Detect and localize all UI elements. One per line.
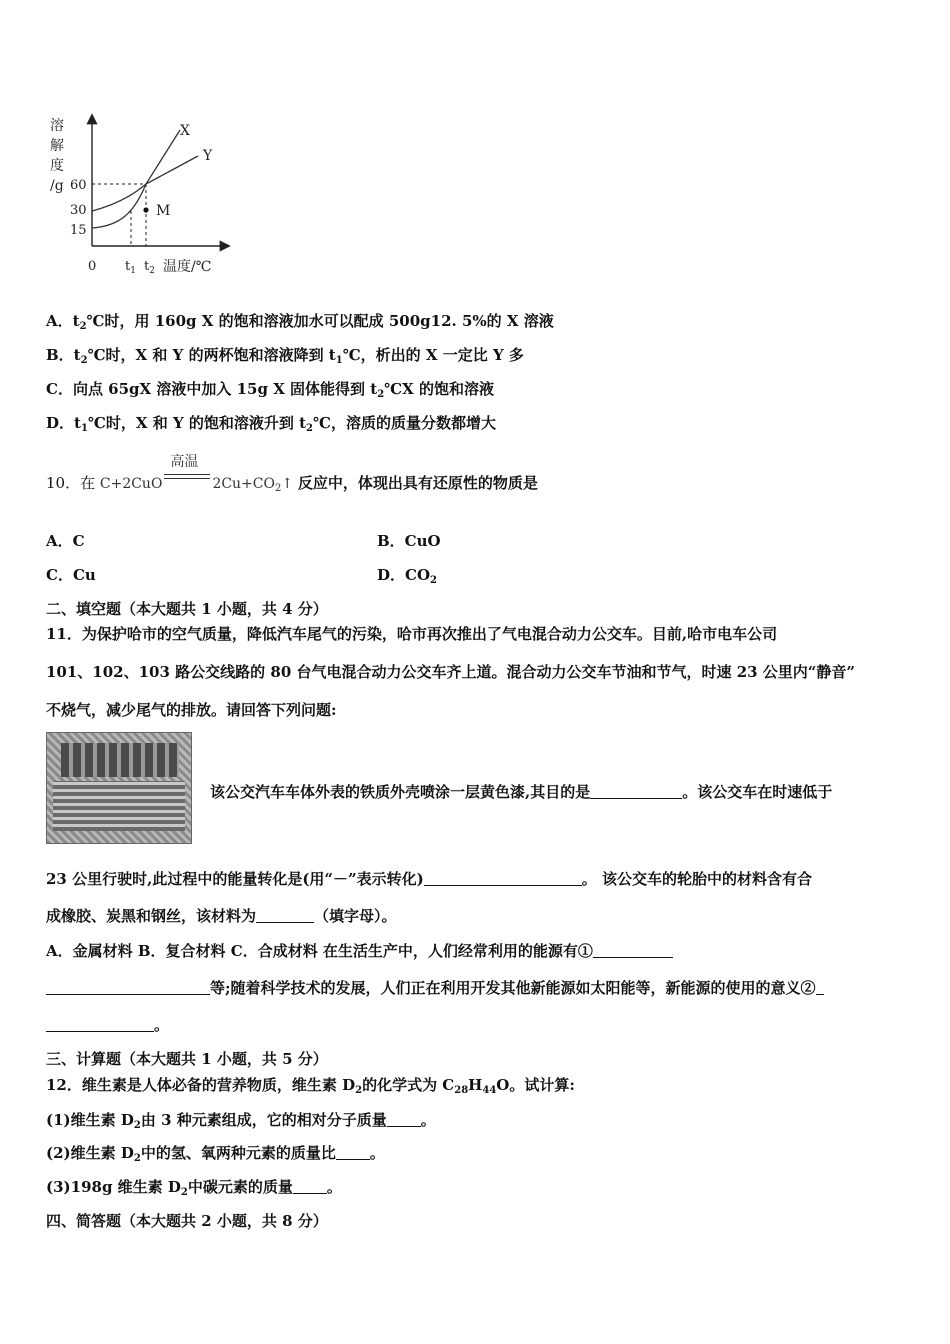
q9-option-b: B．$t_2℃$时，X 和 Y 的两杯饱和溶液降到 $t_1℃$，析出的 X 一定比 Y 多 bbox=[46, 346, 524, 366]
q12-line-1: 12．维生素是人体必备的营养物质，维生素 $D_2$的化学式为 $C_{28}H_{44}O$。试计算: bbox=[46, 1076, 575, 1096]
q11-line-5: 23 公里行驶时,此过程中的能量转化是(用“－”表示转化) 。 该公交车的轮胎中的材料含有合 bbox=[46, 870, 813, 888]
bus-photo bbox=[46, 732, 192, 844]
curve-y-label: Y bbox=[203, 148, 213, 164]
x-axis-label: 温度/℃ bbox=[163, 259, 212, 275]
ylabel-char-1: 溶 bbox=[50, 118, 64, 134]
q11-line-7: A．金属材料 B．复合材料 C．合成材料 在生活生产中，人们经常利用的能源有① bbox=[46, 942, 673, 960]
origin-label: 0 bbox=[88, 259, 97, 274]
reaction-condition: 高温 bbox=[170, 454, 199, 470]
q11-line-6: 成橡胶、炭黑和钢丝，该材料为 （填字母）。 bbox=[46, 907, 397, 925]
point-m-label: M bbox=[156, 203, 171, 219]
q10-option-d: D．$CO_2$ bbox=[377, 566, 437, 586]
q10-stem: 10．在 C+2CuO 高温 $2Cu+CO_2↑$ 反应中，体现出具有还原性的物质是 bbox=[46, 474, 538, 498]
curve-x-label: X bbox=[180, 123, 190, 139]
point-m bbox=[143, 207, 148, 212]
q11-line-8: 等;随着科学技术的发展，人们正在利用开发其他新能源如太阳能等，新能源的使用的意义② bbox=[46, 979, 824, 997]
q12-part-1: (1)维生素 $D_2$由 3 种元素组成，它的相对分子质量 。 bbox=[46, 1111, 436, 1131]
q11-line-2: 101、102、103 路公交线路的 80 台气电混合动力公交车齐上道。混合动力公交车节油和节气，时速 23 公里内“静音” bbox=[46, 663, 856, 681]
y-tick-30: 30 bbox=[70, 203, 87, 218]
q10-option-b: B．CuO bbox=[377, 532, 441, 550]
section-2-heading: 二、填空题（本大题共 1 小题，共 4 分） bbox=[46, 600, 328, 618]
q11-line-9: 。 bbox=[46, 1016, 169, 1034]
section-3-heading: 三、计算题（本大题共 1 小题，共 5 分） bbox=[46, 1050, 328, 1068]
y-tick-15: 15 bbox=[70, 223, 87, 238]
q10-option-a: A．C bbox=[46, 532, 85, 550]
y-tick-60: 60 bbox=[70, 178, 87, 193]
solubility-graph bbox=[40, 108, 240, 283]
q12-part-3: (3)198g 维生素 $D_2$中碳元素的质量 。 bbox=[46, 1178, 342, 1198]
q12-part-2: (2)维生素 $D_2$中的氢、氧两种元素的质量比 。 bbox=[46, 1144, 385, 1164]
q9-option-a: A．$t_2℃$时，用 160g X 的饱和溶液加水可以配成 500g12. 5%的 X 溶液 bbox=[46, 312, 554, 332]
x-tick-t1: $t_1$ bbox=[125, 259, 136, 276]
q11-line-3: 不烧气，减少尾气的排放。请回答下列问题: bbox=[46, 701, 337, 719]
q11-line-4: 该公交汽车车体外表的铁质外壳喷涂一层黄色漆,其目的是 。该公交车在时速低于 bbox=[210, 783, 833, 801]
q9-option-c: C．向点 65gX 溶液中加入 15g X 固体能得到 $t_2℃X$ 的饱和溶液 bbox=[46, 380, 495, 400]
curve-y bbox=[92, 156, 198, 211]
q11-line-1: 11．为保护哈市的空气质量，降低汽车尾气的污染，哈市再次推出了气电混合动力公交车。目前,哈市电车公司 bbox=[46, 625, 778, 643]
q10-option-c: C．Cu bbox=[46, 566, 96, 584]
x-tick-t2: $t_2$ bbox=[144, 259, 155, 276]
ylabel-char-3: 度 bbox=[50, 158, 64, 174]
section-4-heading: 四、简答题（本大题共 2 小题，共 8 分） bbox=[46, 1212, 328, 1230]
ylabel-unit: /g bbox=[50, 178, 64, 194]
reaction-equation: C+2CuO 高温 $2Cu+CO_2↑$ bbox=[99, 454, 294, 494]
ylabel-char-2: 解 bbox=[50, 138, 64, 154]
q9-option-d: D．$t_1℃$时，X 和 Y 的饱和溶液升到 $t_2℃$，溶质的质量分数都增大 bbox=[46, 414, 496, 434]
